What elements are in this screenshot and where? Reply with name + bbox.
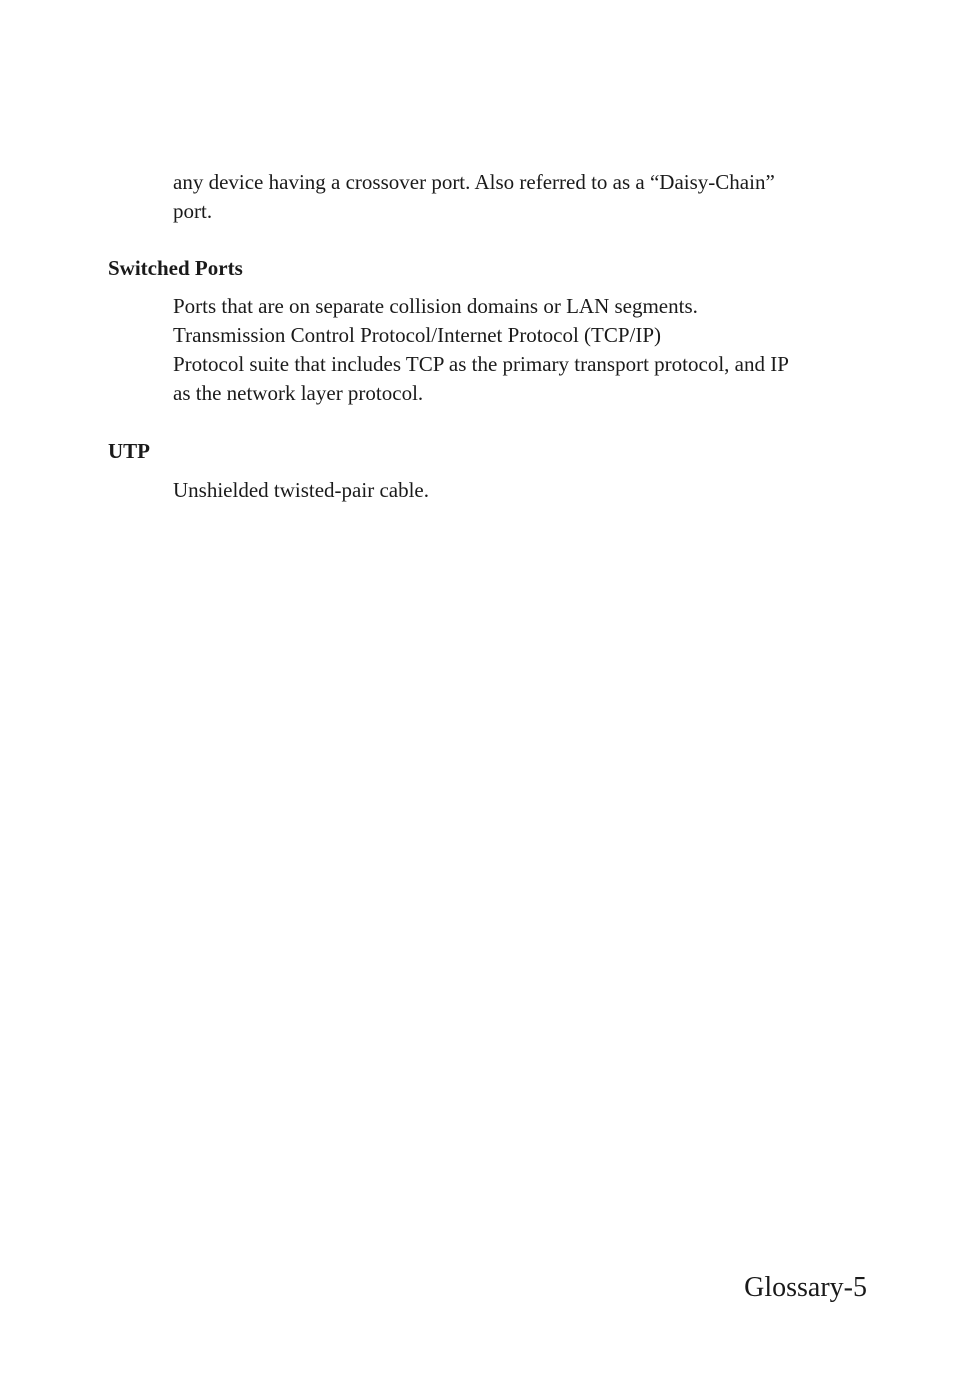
definition-line: as the network layer protocol. xyxy=(173,381,424,405)
definition-line: Transmission Control Protocol/Internet Protocol (TCP/IP) xyxy=(173,323,662,347)
page-number: Glossary-5 xyxy=(744,1272,867,1303)
definition-switched-ports xyxy=(173,292,873,408)
definition-line: port. xyxy=(173,199,213,223)
glossary-term-switched-ports: Switched Ports xyxy=(108,256,243,280)
definition-utp xyxy=(173,476,873,505)
continued-definition xyxy=(173,168,873,226)
glossary-term-utp: UTP xyxy=(108,439,150,463)
definition-line: Protocol suite that includes TCP as the primary transport protocol, and IP xyxy=(173,352,789,376)
definition-line: Unshielded twisted-pair cable. xyxy=(173,478,429,502)
definition-line: Ports that are on separate collision domains or LAN segments. xyxy=(173,294,698,318)
definition-line: any device having a crossover port. Also referred to as a “Daisy-Chain” xyxy=(173,170,775,194)
